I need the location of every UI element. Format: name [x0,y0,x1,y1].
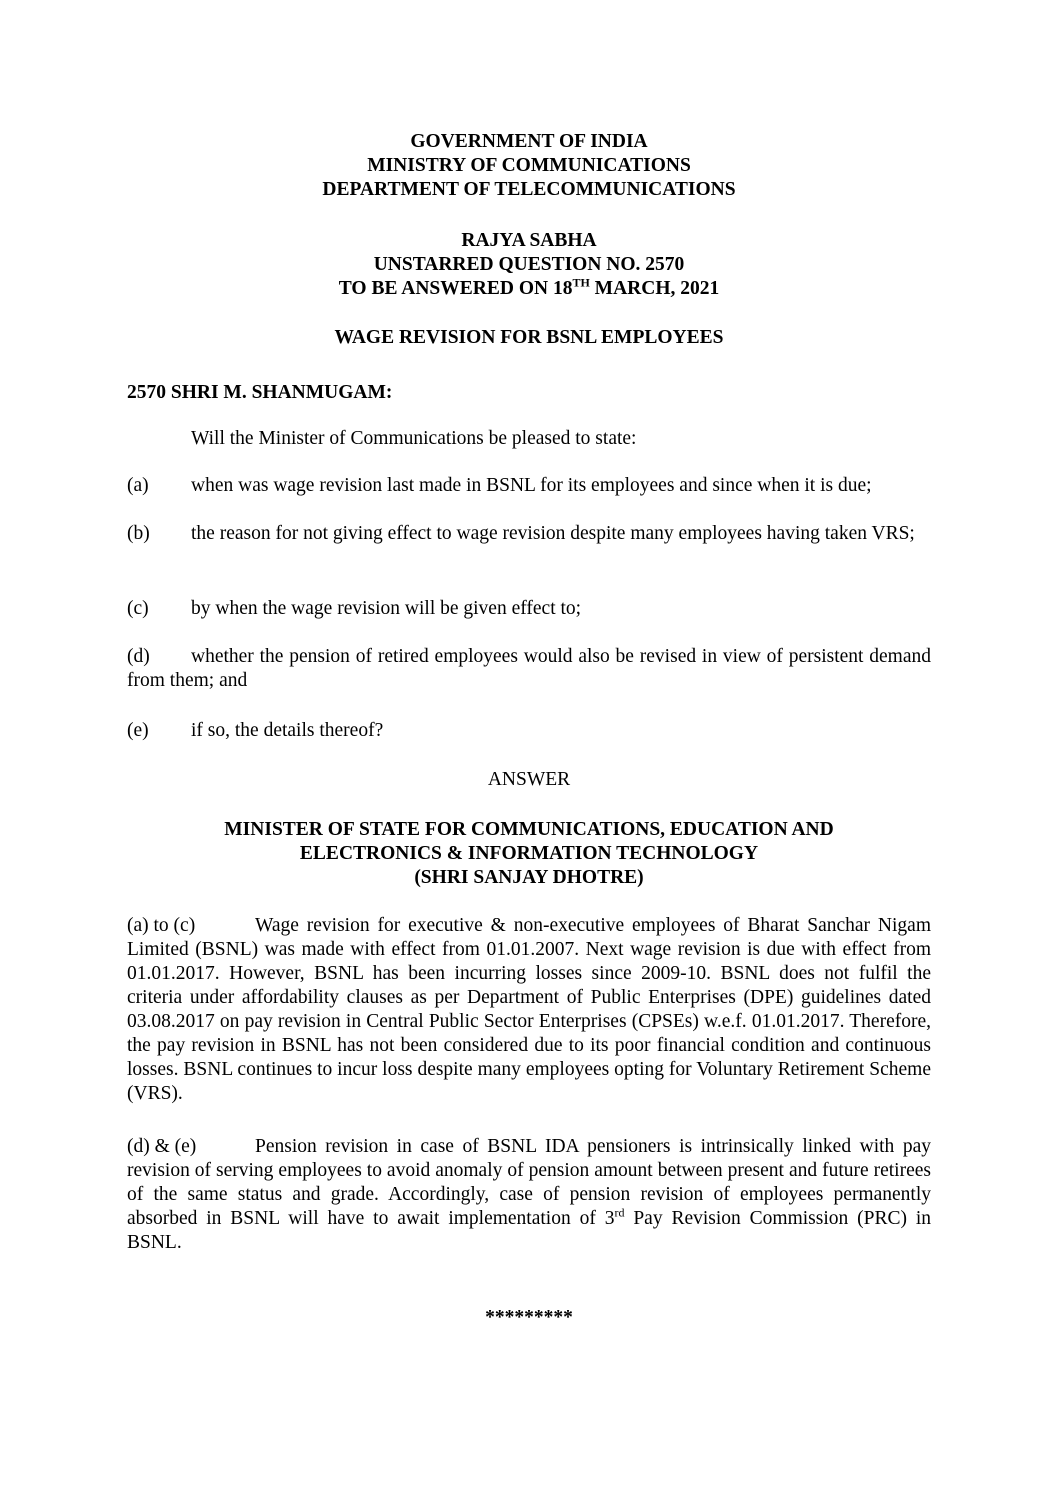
question-text: if so, the details thereof? [191,720,384,741]
answer-label: (d) & (e) [127,1136,197,1157]
question-label: (a) [127,475,149,496]
question-label: (e) [127,720,149,741]
header-line-2: MINISTRY OF COMMUNICATIONS [367,155,691,176]
question-number: UNSTARRED QUESTION NO. 2570 [373,254,685,275]
question-item [127,645,931,693]
question-text: whether the pension of retired employees would also be revised in view of persistent demand from them; and [127,646,931,691]
answer-paragraph [127,1135,931,1255]
end-mark: ********* [485,1307,573,1328]
minister-line-2: ELECTRONICS & INFORMATION TECHNOLOGY [299,843,759,864]
house-details [127,229,931,301]
question-label: (d) [127,646,150,667]
government-header [127,130,931,202]
answer-label: (a) to (c) [127,915,196,936]
answer-text: Pension revision in case of BSNL IDA pensioners is intrinsically linked with pay revision of serving employees to avoid anomaly of pension amount between present and future retirees of the same status and grade. Accordingly, case of pension revision of employees permanently absorbed in BSNL will have to await implementation of 3rd Pay Revision Commission (PRC) in BSNL. [127,1136,932,1253]
answer-heading: ANSWER [487,769,571,790]
header-line-3: DEPARTMENT OF TELECOMMUNICATIONS [322,179,736,200]
question-text: by when the wage revision will be given effect to; [191,598,582,619]
answer-text: Wage revision for executive & non-executive employees of Bharat Sanchar Nigam Limited (BSNL) was made with effect from 01.01.2007. Next wage revision is due with effect from 01.01.2017. However, BSNL has been incurring losses since 2009-10. BSNL does not fulfil the criteria under affordability clauses as per Department of Public Enterprises (DPE) guidelines dated 03.08.2017 on pay revision in Central Public Sector Enterprises (CPSEs) w.e.f. 01.01.2017. Therefore, the pay revision in BSNL has not been considered due to its poor financial condition and continuous losses. BSNL continues to incur loss despite many employees opting for Voluntary Retirement Scheme (VRS). [127,915,931,1104]
question-label: (c) [127,598,149,619]
subject-title: WAGE REVISION FOR BSNL EMPLOYEES [334,327,724,348]
questioner-name: 2570 SHRI M. SHANMUGAM: [127,382,393,403]
minister-line-3: (SHRI SANJAY DHOTRE) [414,867,644,888]
question-item [127,719,931,743]
question-text: the reason for not giving effect to wage revision despite many employees having taken VRS; [191,523,915,544]
answer-date: TO BE ANSWERED ON 18TH MARCH, 2021 [338,275,720,299]
minister-line-1: MINISTER OF STATE FOR COMMUNICATIONS, EDUCATION AND [224,819,834,840]
question-label: (b) [127,523,150,544]
question-item [127,522,931,546]
question-intro: Will the Minister of Communications be pleased to state: [191,428,637,449]
answer-paragraph [127,914,931,1106]
minister-details [127,818,931,890]
question-item [127,474,931,498]
house-name: RAJYA SABHA [461,230,597,251]
header-line-1: GOVERNMENT OF INDIA [410,131,648,152]
question-text: when was wage revision last made in BSNL for its employees and since when it is due; [191,475,872,496]
question-item [127,597,931,621]
